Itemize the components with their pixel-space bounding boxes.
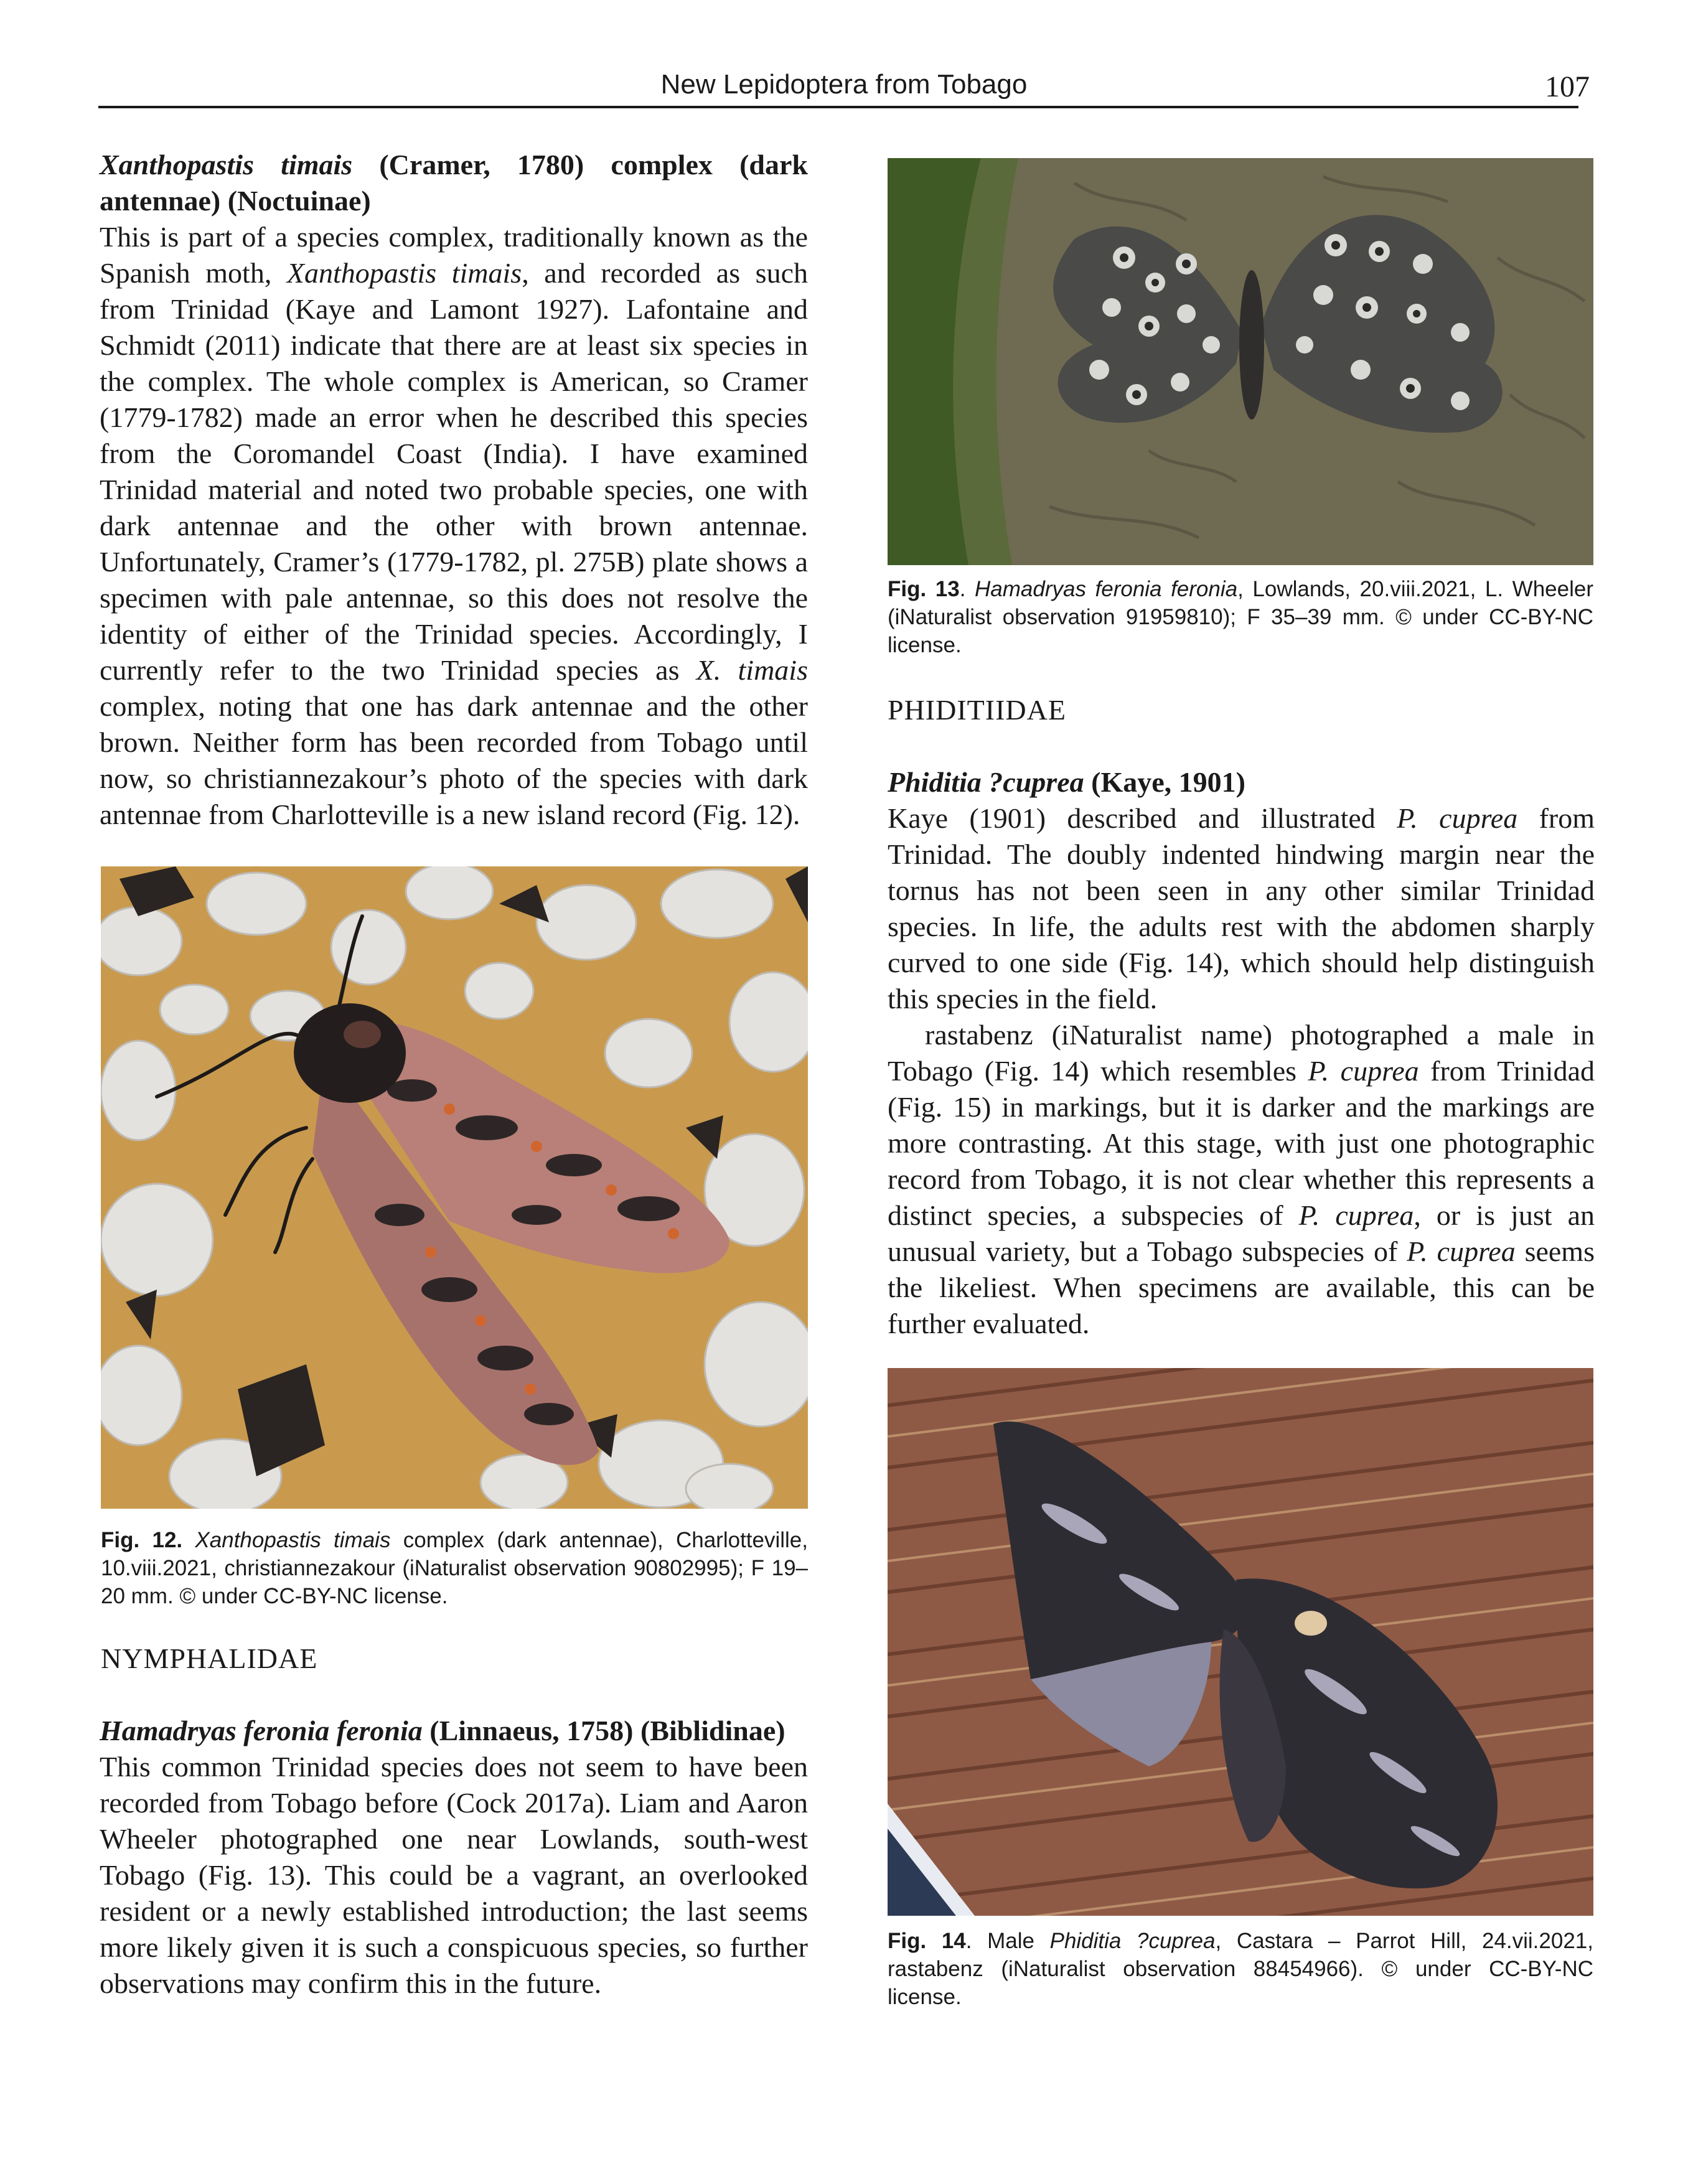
phiditia-heading xyxy=(888,764,1595,800)
xanthopastis-paragraph xyxy=(100,219,808,833)
moth-photo-phiditia xyxy=(888,1368,1593,1916)
section-phiditiidae: PHIDITIIDAE xyxy=(888,694,1066,726)
caption-separator: . xyxy=(959,577,975,601)
moth-photo-xanthopastis xyxy=(101,866,808,1509)
taxon-name: P. cuprea xyxy=(1397,802,1518,834)
taxon-name: Xanthopastis timais xyxy=(195,1528,391,1552)
page-number: 107 xyxy=(1545,70,1590,103)
caption-label: Fig. 12. xyxy=(101,1528,183,1552)
text-run: from Trinidad. The doubly indented hindwing margin near the tornus has not been seen in any other similar Trinidad species. In life, the adults rest with the abdomen sharply curved to one side (Fig. 14), which should help distinguish this species in the field. xyxy=(888,802,1595,1015)
section-nymphalidae: NYMPHALIDAE xyxy=(101,1643,318,1674)
caption-text: , Lowlands, 20.viii.2021, L. Wheeler (iNaturalist observation 91959810); F 35–39 mm. © under CC-BY-NC license. xyxy=(888,577,1593,657)
taxon-name: X. timais xyxy=(696,654,808,686)
taxon-name: Xanthopastis timais xyxy=(286,257,522,289)
header-rule xyxy=(98,106,1578,108)
butterfly-photo-hamadryas xyxy=(888,158,1593,565)
taxon-name: P. cuprea xyxy=(1298,1199,1414,1231)
taxon-name: Xanthopastis timais xyxy=(100,149,353,180)
hamadryas-paragraph: This common Trinidad species does not seem to have been recorded from Tobago before (Cock 2017a). Liam and Aaron Wheeler photographed one near Lowlands, south-west Tobago (Fig. 13). This could be a vagrant, an overlooked resident or a newly established introduction; the last seems more likely given it is such a conspicuous species, so further observations may confirm this in the future. xyxy=(100,1751,808,1999)
taxon-name: Hamadryas feronia feronia xyxy=(100,1715,423,1746)
taxon-name: Phiditia ?cuprea xyxy=(1049,1929,1216,1953)
phiditia-section xyxy=(888,764,1595,1342)
text-run: from Trinidad (Fig. 15) in markings, but it is darker and the markings are more contrasting. At this stage, with just one photographic record from Tobago, it is not clear whether this represents a distinct species, a subspecies of xyxy=(888,1055,1595,1231)
fig13-caption xyxy=(888,575,1593,659)
taxon-name: P. cuprea xyxy=(1407,1235,1516,1267)
caption-separator: . Male xyxy=(965,1929,1050,1953)
caption-label: Fig. 14 xyxy=(888,1929,966,1953)
xanthopastis-section xyxy=(100,147,808,833)
text-run: , or is just an unusual variety, but a Tobago subspecies of xyxy=(888,1199,1595,1267)
fig14-photo xyxy=(888,1368,1593,1916)
fig12-photo xyxy=(101,866,808,1509)
hamadryas-section xyxy=(100,1713,808,2002)
phiditia-paragraph-1 xyxy=(888,800,1595,1017)
heading-authority: (Linnaeus, 1758) (Biblidinae) xyxy=(422,1715,785,1746)
phiditia-paragraph-2 xyxy=(888,1017,1595,1342)
text-run: rastabenz (iNaturalist name) photographed a male in Tobago (Fig. 14) which resembles xyxy=(888,1019,1595,1087)
heading-authority: (Kaye, 1901) xyxy=(1084,766,1245,798)
text-run: This is part of a species complex, traditionally known as the Spanish moth, xyxy=(100,221,808,289)
taxon-name: Hamadryas feronia feronia xyxy=(975,577,1238,601)
taxon-name: Phiditia ?cuprea xyxy=(888,766,1084,798)
caption-text: complex (dark antennae), Charlotteville, 10.viii.2021, christiannezakour (iNaturalist observation 90802995); F 19–20 mm. © under CC-BY-NC license. xyxy=(101,1528,808,1608)
text-run: , and recorded as such from Trinidad (Kaye and Lamont 1927). Lafontaine and Schmidt (2011) indicate that there are at least six species in the complex. The whole complex is American, so Cramer (1779-1782) made an error when he described this species from the Coromandel Coast (India). I have examined Trinidad material and noted two probable species, one with dark antennae and the other with brown antennae. Unfortunately, Cramer’s (1779-1782, pl. 275B) plate shows a specimen with pale antennae, so this does not resolve the identity of either of the Trinidad species. Accordingly, I currently refer to the two Trinidad species as xyxy=(100,257,808,686)
text-run: seems the likeliest. When specimens are available, this can be further evaluated. xyxy=(888,1235,1595,1339)
text-run: Kaye (1901) described and illustrated xyxy=(888,802,1397,834)
fig14-caption xyxy=(888,1927,1593,2011)
hamadryas-heading xyxy=(100,1713,808,1749)
caption-label: Fig. 13 xyxy=(888,577,960,601)
fig13-photo xyxy=(888,158,1593,565)
taxon-name: P. cuprea xyxy=(1308,1055,1419,1087)
running-title: New Lepidoptera from Tobago xyxy=(660,69,1028,100)
heading-authority: (Cramer, 1780) complex (dark antennae) (Noctuinae) xyxy=(100,149,808,217)
text-run: complex, noting that one has dark antennae and the other brown. Neither form has been recorded from Tobago until now, so christiannezakour’s photo of the species with dark antennae from Charlotteville is a new island record (Fig. 12). xyxy=(100,690,808,830)
caption-text: , Castara – Parrot Hill, 24.vii.2021, rastabenz (iNaturalist observation 88454966). © under CC-BY-NC license. xyxy=(888,1929,1593,2009)
xanthopastis-heading xyxy=(100,147,808,219)
fig12-caption xyxy=(101,1526,808,1610)
